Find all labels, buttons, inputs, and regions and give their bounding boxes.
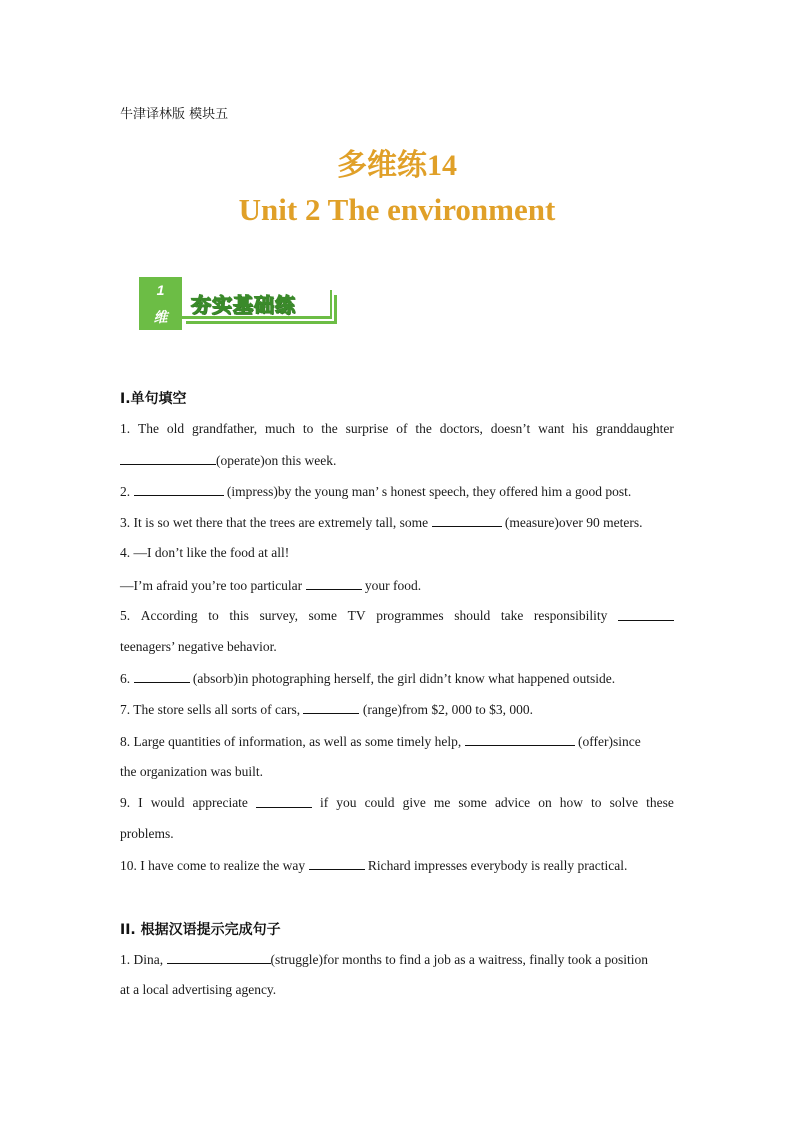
translation-1-line-1 [120, 951, 674, 968]
word: the [415, 421, 432, 436]
answer-blank[interactable] [134, 483, 224, 496]
word: grandfather, [192, 421, 258, 436]
header-note: 牛津译林版 模块五 [120, 107, 229, 122]
word: surprise [345, 421, 389, 436]
word: take [500, 608, 524, 623]
answer-blank[interactable] [303, 701, 359, 714]
answer-blank[interactable] [309, 857, 365, 870]
question-10 [120, 857, 674, 874]
question-4-line-2 [120, 577, 674, 594]
word: solve [609, 795, 639, 810]
page-title-cn: 多维练14 [337, 149, 457, 182]
answer-blank[interactable] [134, 670, 190, 683]
line-text: (operate)on this week. [216, 453, 337, 468]
line-text: 10. I have come to realize the way [120, 858, 309, 873]
word: TV [347, 608, 366, 623]
line-text: (measure)over 90 meters. [501, 515, 643, 530]
word: advice [494, 795, 531, 810]
word: responsibility [533, 608, 608, 623]
word: some [458, 795, 487, 810]
badge-text: 夯实基础练 [191, 293, 296, 317]
line-text: (impress)by the young man’ s honest speech, they offered him a good post. [223, 484, 632, 499]
question-2 [120, 483, 674, 500]
word: appreciate [192, 795, 248, 810]
line-text: your food. [361, 578, 422, 593]
word: doesn’t [490, 421, 531, 436]
line-text: (struggle)for months to find a job as a waitress, finally took a position [270, 952, 649, 967]
word: survey, [259, 608, 298, 623]
section-2-title: II. 根据汉语提示完成句子 [120, 922, 281, 938]
line-text: —I’m afraid you’re too particular [120, 578, 306, 593]
question-9-line-2: problems. [120, 826, 174, 841]
line-text: Richard impresses everybody is really practical. [364, 858, 628, 873]
word: the [321, 421, 338, 436]
answer-blank[interactable] [306, 577, 362, 590]
line-text: (range)from $2, 000 to $3, 000. [359, 702, 534, 717]
question-5-line-2: teenagers’ negative behavior. [120, 639, 277, 654]
question-4-line-1: 4. —I don’t like the food at all! [120, 545, 290, 560]
question-8-line-2: the organization was built. [120, 764, 263, 779]
word: some [308, 608, 338, 623]
word: on [538, 795, 552, 810]
word: want [538, 421, 565, 436]
question-7 [120, 701, 674, 718]
word: 5. [120, 608, 131, 623]
word: me [433, 795, 451, 810]
answer-blank[interactable] [167, 951, 271, 964]
word: this [229, 608, 249, 623]
word: of [396, 421, 408, 436]
word: to [591, 795, 602, 810]
word: much [264, 421, 295, 436]
line-text: 2. [120, 484, 134, 499]
line-text: 3. It is so wet there that the trees are extremely tall, some [120, 515, 432, 530]
answer-blank[interactable] [432, 514, 502, 527]
word: these [646, 795, 674, 810]
word: his [572, 421, 588, 436]
question-6 [120, 670, 674, 687]
line-text: 8. Large quantities of information, as well as some timely help, [120, 734, 465, 749]
word: programmes [376, 608, 444, 623]
answer-blank[interactable] [465, 733, 575, 746]
line-text: (offer)since [574, 734, 641, 749]
word: would [150, 795, 185, 810]
question-1-line-2 [120, 452, 674, 469]
word: According [140, 608, 198, 623]
page-title-en: Unit 2 The environment [238, 192, 556, 227]
word: to [208, 608, 219, 623]
question-1-line-1 [120, 421, 674, 437]
line-text: (absorb)in photographing herself, the girl didn’t know what happened outside. [189, 671, 616, 686]
word: to [302, 421, 314, 436]
word: you [336, 795, 357, 810]
word: 9. [120, 795, 131, 810]
translation-1-line-2: at a local advertising agency. [120, 982, 277, 997]
word: give [402, 795, 426, 810]
word: how [559, 795, 583, 810]
line-text: 7. The store sells all sorts of cars, [120, 702, 304, 717]
badge-unit: 维 [153, 310, 168, 326]
line-text: 6. [120, 671, 134, 686]
section-1-title: I.单句填空 [120, 391, 187, 407]
answer-blank[interactable] [120, 452, 216, 465]
word: old [166, 421, 185, 436]
answer-blank[interactable] [256, 795, 312, 808]
section-badge [139, 277, 335, 331]
word: should [454, 608, 491, 623]
word: could [364, 795, 395, 810]
word: granddaughter [595, 421, 674, 436]
question-5-line-1 [120, 608, 674, 624]
question-3 [120, 514, 674, 531]
word: The [138, 421, 159, 436]
word: doctors, [439, 421, 483, 436]
badge-number: 1 [156, 282, 165, 298]
question-8-line-1 [120, 733, 674, 750]
word: I [138, 795, 143, 810]
question-9-line-1 [120, 795, 674, 811]
word: 1. [120, 421, 131, 436]
answer-blank[interactable] [618, 608, 674, 621]
word: if [320, 795, 329, 810]
line-text: 1. Dina, [120, 952, 167, 967]
